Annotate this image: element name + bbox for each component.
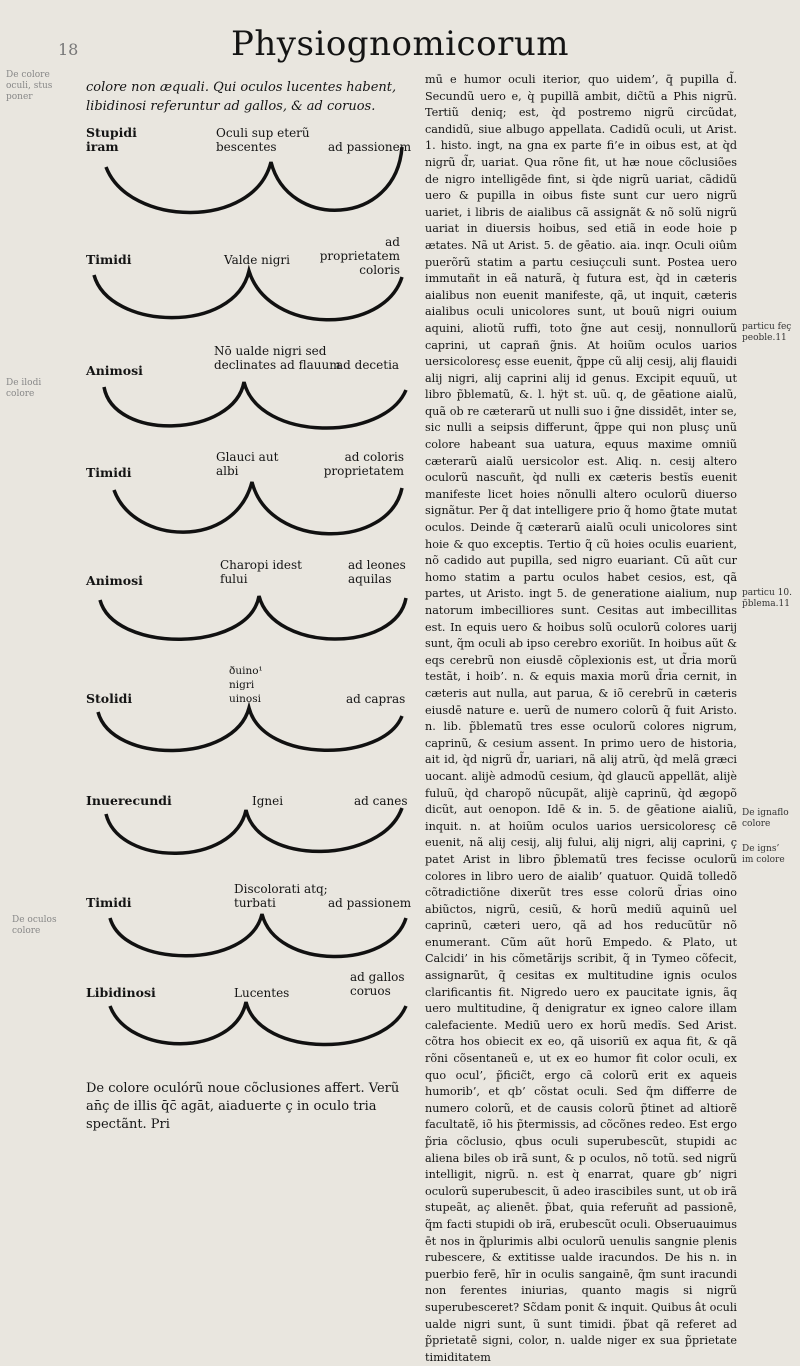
eye-diagram-2: [84, 235, 424, 355]
margin-note-right-2: particu 10. p̃blema.11: [742, 588, 792, 609]
diagram-left-label: Libidinosi: [86, 985, 156, 1000]
margin-note-left-top: De colore oculi, stus poner: [6, 70, 53, 102]
margin-note-right-4: De igns’ im colore: [742, 844, 785, 865]
diagram-right-label: ad passionem: [328, 140, 412, 154]
eye-diagram-3: [84, 342, 424, 462]
eye-diagram-1: [84, 122, 424, 242]
diagram-left-label: Stolidi: [86, 691, 133, 706]
diagram-left-label: Timidi: [86, 465, 132, 480]
diagram-right-label: ad gallos coruos: [350, 970, 405, 998]
intro-text: colore non æquali. Qui oculos lucentes habent, libidinosi referuntur ad gallos, & ad coruos.: [86, 80, 397, 114]
page-number: 18: [58, 40, 79, 59]
diagram-left-label: Stupidi iram: [86, 125, 137, 154]
diagram-left-label: Animosi: [86, 363, 143, 378]
diagram-right-label: ad proprietatem coloris: [319, 235, 400, 277]
diagram-middle-label: Glauci aut albi: [216, 450, 279, 478]
eye-diagram-7: [84, 772, 424, 892]
page-title: Physiognomicorum: [231, 24, 569, 64]
diagram-middle-label: Charopi idest fului: [220, 558, 302, 586]
diagram-right-label: ad passionem: [328, 896, 412, 910]
diagram-right-label: ad leones aquilas: [348, 558, 406, 586]
diagram-middle-label: Lucentes: [234, 986, 290, 1000]
diagram-middle-label: Oculi sup eterũ bescentes: [216, 126, 310, 154]
diagram-middle-label: Discolorati atq; turbati: [234, 882, 328, 910]
diagram-right-label: ad capras: [346, 692, 406, 706]
diagram-left-label: Timidi: [86, 252, 132, 267]
diagram-left-label: Animosi: [86, 573, 143, 588]
diagram-left-label: Timidi: [86, 895, 132, 910]
diagram-right-label: ad coloris proprietatem: [323, 450, 404, 478]
eye-diagram-6: [84, 664, 424, 784]
eye-diagram-5: [84, 558, 424, 678]
margin-note-right-3: De ignaflo colore: [742, 808, 789, 829]
eye-diagram-9: [84, 968, 424, 1088]
margin-note-right-1: particu feç peoble.11: [742, 322, 792, 343]
eye-diagram-4: [84, 450, 424, 570]
diagram-middle-label: ðuino¹ nigri uinosi: [229, 665, 263, 705]
bottom-paragraph: De colore oculórũ noue cõclusiones affert. Verũ an̄ç de illis q̄c̄ agāt, aiaduerte ç in oculo tria spectãnt. Pri: [86, 1081, 400, 1132]
margin-note-left-mid: De ilodi colore: [6, 378, 42, 399]
diagram-middle-label: Nō ualde nigri sed declinates ad flauum: [214, 344, 341, 372]
body-paragraph: mū e humor oculi iterior, quo uidem’, q̄ pupilla d̃. Secundũ uero e, q̀ pupillã ambit, dic̃tũ a Phis nigrũ. Tertiũ deniq; est, q̀d postremo nigrũ circũdat, candidũ, siue albugo appellata. Cadidũ oculi, ut Arist. 1. histo. ingt, na gna ex parte fi’e in oibus est, at q̀d nigrũ d̃r, uariat. Qua rõne fit, ut hæ noue cõclusiões de nigro intelligēde fint, si q̀de nigrũ uariat, cãdidũ uero & pupilla in oibus fiste sunt cur uero nigrũ uariet, i libris de aialibus cã assignãt & nõ solũ nigrũ uariat in diuersis hoibus, sed etiã in eode hoie p ætates. Nã ut Arist. 5. de gēatio. aia. inqr. Oculi oiûm puerõrũ statim a partu cesiuçculi sunt. Postea uero immutañt in eã naturã, q̀ futura est, q̀d in cæteris aialibus non euenit manifeste, qã, ut inquit, cæteris aialibus oculi unicolores sunt, ut bouũ nigri ouium aquini, aliotũ ruffi, toto g̃ne aut cesij, nonnullorũ caprini, ut caprañ g̃nis. At hoiũm oculos uarios uersicoloresç esse euenit, q̃ppe cũ alij cesij, alij flauidi alij nigri, alij caprini alij id genus. Excipit equuũ, ut libro p̃blematũ, &. l. hÿt st. uũ. q, de gēatione aialũ, quã ob re cæterarũ ut nulli suo i g̃ne dissidēt, inter se, sic nulli a seipsis differunt, q̃ppe qui non plusç unũ colore habeant sua uatura, equus maxime omniũ cæterarũ aialũ uersicolor est. Aliq. n. cesij altero oculorũ nascuñt, q̀d nulli ex cæteris bestĩs euenit manifeste licet hoies nõnulli altero oculorũ diuerso signãtur. Per q̃ dat intelligere prio q̃ homo g̃tate mutat oculos. Deinde q̃ cæterarũ aialũ oculi unicolores sint hoie & quo exceptis. Tertio q̃ cũ hoies oculis euarient, nõ cadido aut pupilla, sed nigro euariant. Cũ aũt cur homo statim a partu oculos habet cesios, est, qã partes, ut Aristo. ingt 5. de generatione aialium, nup natorum imbecilliores sunt. Cesitas aut imbecillitas est. In equis uero & hoibus solũ oculorũ colores uarij sunt, q̃m oculi ab ipso cerebro exoriũt. In hoibus aũt & eqs cerebrũ non eiusdē cõplexionis est, ut d̃ria morũ testãt, i hoib’. n. & equis maxia morũ d̃ria cernit, in cæteris aut nulla, aut parua, & iõ cerebrũ in cæteris eiusdē nature e. uerũ de numero colorũ q̃ fuit Aristo. n. lib. p̃blematũ tres esse oculorũ colores nigrum, caprinũ, & cesium assent. In primo uero de historia, ait id, q̀d nigrũ d̃r, uariari, nã alij atrũ, q̀d melã græci uocant. alijè admodũ cesium, q̀d glaucũ appellãt, alijè fuluũ, q̀d charopõ nũcupãt, alijè caprinũ, q̀d ægopõ dicũt, aut oenopon. Idē & in. 5. de gēatione aialiũ, inquit. n. at hoiũm oculos uarios uersicoloresç cē euenit, nã alij cesij, alij fului, alij nigri, alij caprini, ç patet Arist in libro p̃blematũ tres fecisse oculorũ colores in libro uero de aialib’ quatuor. Quidã tolledõ cõtradictiõne dixerũt tres esse colorũ d̃rias oino abiũctos, nigrũ, cesiũ, & horũ mediũ aquinũ uel caprinũ, cæteri uero, qã ad hos reducũtũr nõ enumerant. Cũm aũt horũ Empedo. & Plato, ut Calcidi’ in his cõmetãrijs scribit, q̃ in Tymeo cõfecit, assignarũt, q̃ cesitas ex multitudine ignis oculos clarificantis fit. Nigredo uero ex paucitate ignis, ãq uero multitudine, q̃ denigratur ex igneo calore illam calefaciente. Mediũ uero ex horũ medĩs. Sed Arist. cõtra hos obiecit ex eo, qã uisoriũ ex aqua fit, & qã rõni cõsentaneũ e, ut ex eo humor fit color oculi, ex quo ocul’, p̃ficic̃t, ergo cã colorũ erit ex aqueis humorib’, et qb’ cõstat oculi. Sed q̃m differre de numero colorũ, et de causis colorũ p̃tinet ad altiorẽ facultatẽ, iõ his p̃termissis, ad cõcõnes redeo. Est ergo p̃ria cõclusio, qbus oculi superubescũt, stupidi ac aliena biles ob irã sunt, & p oculos, nõ totũ. sed nigrũ intelligit, nigrũ. n. est q̀ enarrat, quare gb’ nigri oculorũ superubescit, ũ adeo irascibiles sunt, ut ob irã stupeãt, aç alienēt. p̃bat, quia referuñt ad passionē, q̃m facti stupidi ob irã, erubescũt oculi. Obseruauimus ēt nos in q̃plurimis albi oculorũ uenulis sangnie plenis rubescere, & extitisse ualde iracundos. De his n. in puerbio ferē, hīr in oculis sangainē, q̃m sunt iracundi non ferentes iniurias, quanto magis si nigrũ superubesceret? Sc̃dam ponit & inquit. Quibus ât oculi ualde nigri sunt, ũ sunt timidi. p̃bat qã referet ad p̃prietatē signi, color, n. ualde niger ex sua p̃prietate timiditatem: [425, 73, 737, 1364]
diagram-middle-label: Valde nigri: [224, 253, 290, 267]
double-arc-figure: [84, 772, 424, 892]
margin-note-left-low: De oculos colore: [12, 915, 57, 936]
diagram-right-label: ad canes: [354, 794, 408, 808]
diagram-right-label: ad decetia: [336, 358, 400, 372]
right-text-column: [425, 72, 737, 1364]
diagram-middle-label: Ignei: [252, 794, 284, 808]
diagram-left-label: Inuerecundi: [86, 793, 172, 808]
